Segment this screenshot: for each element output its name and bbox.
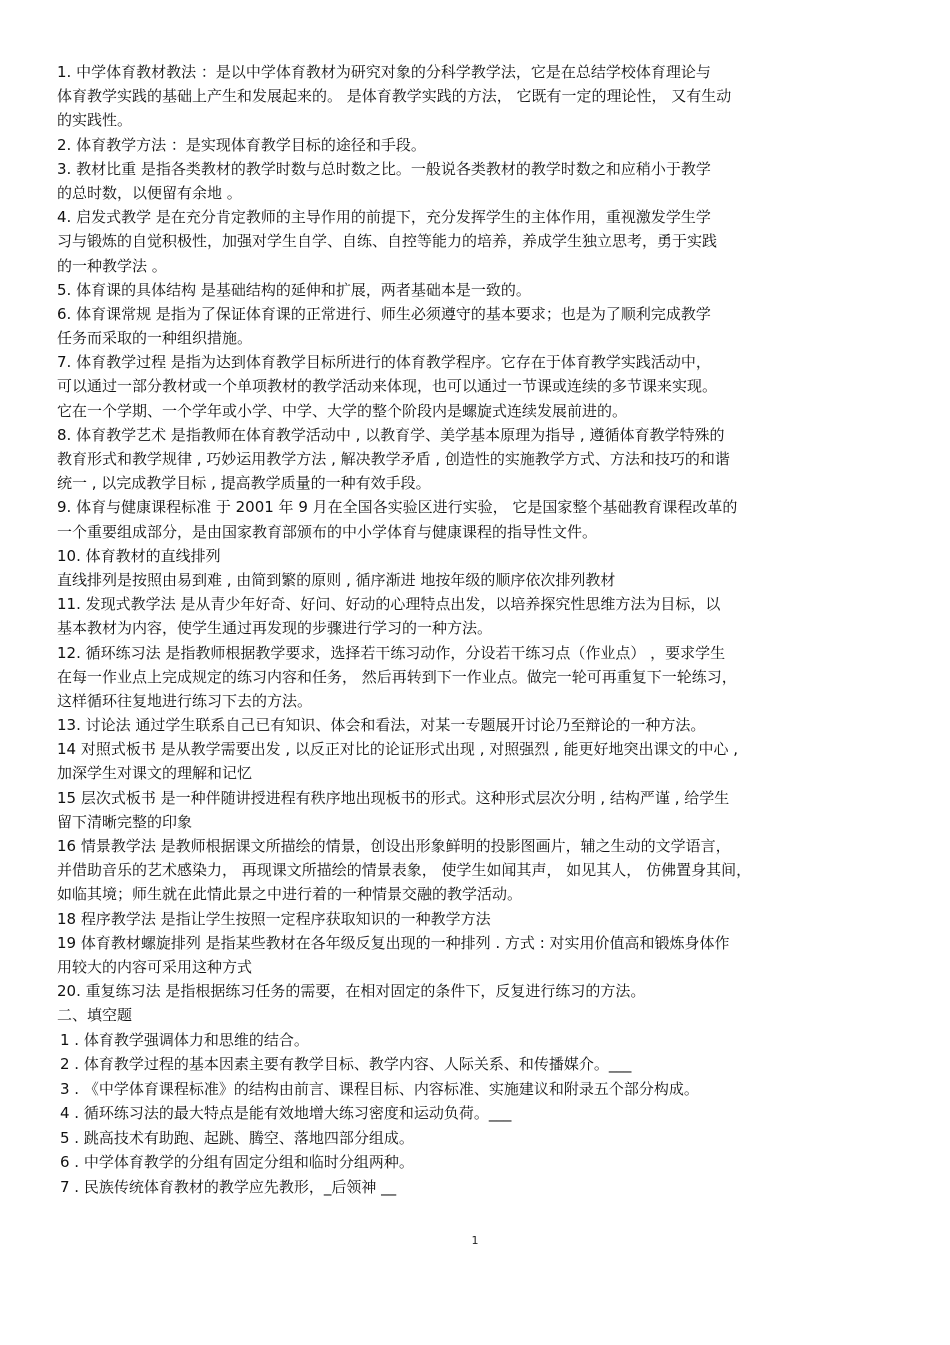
definition-item: [57, 931, 890, 979]
definition-item: [57, 641, 890, 714]
text-line: 它在一个学期、一个学年或小学、中学、大学的整个阶段内是螺旋式连续发展前进的。: [57, 401, 628, 420]
text-line: 任务而采取的一种组织措施。: [57, 329, 253, 348]
text-line: 这样循环往复地进行练习下去的方法。: [57, 691, 313, 710]
text-line: 3. 教材比重 是指各类教材的教学时数与总时数之比。一般说各类教材的教学时数之和应稍小于教学: [57, 159, 711, 178]
fill-blank-list: [60, 1028, 890, 1200]
definition-item: [57, 60, 890, 133]
text-line: 6. 体育课常规 是指为了保证体育课的正常进行、师生必须遵守的基本要求；也是为了顺利完成教学: [57, 304, 711, 323]
text-line: 2. 体育教学方法 ：是实现体育教学目标的途径和手段。: [57, 135, 426, 154]
page-number: 1: [471, 1234, 479, 1247]
fill-blank-item: 2 . 体育教学过程的基本因素主要有教学目标、教学内容、人际关系、和传播媒介。___: [60, 1055, 632, 1073]
text-line: 教育形式和教学规律 , 巧妙运用教学方法 , 解决教学矛盾 , 创造性的实施教学方式、方法和技巧的和谐: [57, 450, 730, 468]
definition-item: [57, 423, 890, 496]
text-line: 11. 发现式教学法 是从青少年好奇、好问、好动的心理特点出发，以培养探究性思维方法为目标，以: [57, 595, 721, 614]
definition-item: [57, 350, 890, 423]
text-line: 的一种教学法 。: [57, 256, 167, 275]
fill-blank-item: 3 . 《中学体育课程标准》的结构由前言、课程目标、内容标准、实施建议和附录五个部分构成。: [60, 1079, 699, 1098]
text-line: 13. 讨论法 通过学生联系自己已有知识、体会和看法，对某一专题展开讨论乃至辩论的一种方法。: [57, 716, 706, 735]
fill-blank-item: 1 . 体育教学强调体力和思维的结合。: [60, 1030, 309, 1049]
definition-item: [57, 157, 890, 205]
text-line: 可以通过一部分教材或一个单项教材的教学活动来体现，也可以通过一节课或连续的多节课来实现。: [57, 377, 718, 396]
section-heading: 二、填空题: [57, 1006, 133, 1025]
text-line: 体育教学实践的基础上产生和发展起来的。 是体育教学实践的方法， 它既有一定的理论性， 又有生动: [57, 87, 732, 106]
text-line: 12. 循环练习法 是指教师根据教学要求，选择若干练习动作，分设若干练习点（作业点） ，要求学生: [57, 643, 726, 662]
definition-item: [57, 592, 890, 640]
definition-item: [57, 205, 890, 278]
text-line: 的总时数，以便留有余地 。: [57, 183, 242, 202]
text-line: 加深学生对课文的理解和记忆: [57, 764, 253, 783]
text-line: 留下清晰完整的印象: [57, 812, 193, 831]
text-line: 的实践性。: [57, 111, 133, 130]
definition-item: [57, 495, 890, 543]
definition-item: [57, 834, 890, 907]
fill-blank-item: 4 . 循环练习法的最大特点是能有效地增大练习密度和运动负荷。___: [60, 1104, 512, 1122]
definition-item: [57, 302, 890, 350]
text-line: 16 情景教学法 是教师根据课文所描绘的情景，创设出形象鲜明的投影图画片，辅之生动的文学语言，: [57, 837, 731, 855]
definition-item: [57, 737, 890, 785]
text-line: 15 层次式板书 是一种伴随讲授进程有秩序地出现板书的形式。这种形式层次分明 , 结构严谨 , 给学生: [57, 788, 730, 807]
text-line: 19 体育教材螺旋排列 是指某些教材在各年级反复出现的一种排列 . 方式 : 对实用价值高和锻炼身体作: [57, 933, 730, 952]
text-line: 用较大的内容可采用这种方式: [57, 957, 253, 976]
fill-blank-item: 7 . 民族传统体育教材的教学应先教形，_后领神 __: [60, 1177, 397, 1196]
text-line: 7. 体育教学过程 是指为达到体育教学目标所进行的体育教学程序。它存在于体育教学实践活动中，: [57, 353, 711, 372]
text-line: 统一 , 以完成教学目标 , 提高教学质量的一种有效手段。: [57, 474, 431, 493]
text-line: 8. 体育教学艺术 是指教师在体育教学活动中 , 以教育学、美学基本原理为指导 , 遵循体育教学特殊的: [57, 425, 725, 444]
text-line: 14 对照式板书 是从教学需要出发 , 以反正对比的论证形式出现 , 对照强烈 , 能更好地突出课文的中心 ,: [57, 740, 739, 759]
text-line: 9. 体育与健康课程标准 于 2001 年 9 月在全国各实验区进行实验， 它是国家整个基础教育课程改革的: [57, 498, 738, 517]
text-line: 5. 体育课的具体结构 是基础结构的延伸和扩展，两者基础本是一致的。: [57, 280, 531, 299]
text-line: 直线排列是按照由易到难 , 由简到繁的原则 , 循序渐进 地按年级的顺序依次排列教材: [57, 570, 616, 589]
definition-item: [57, 544, 890, 592]
text-line: 一个重要组成部分，是由国家教育部颁布的中小学体育与健康课程的指导性文件。: [57, 522, 598, 541]
text-line: 如临其境；师生就在此情此景之中进行着的一种情景交融的教学活动。: [57, 885, 523, 904]
fill-blank-item: 6 . 中学体育教学的分组有固定分组和临时分组两种。: [60, 1153, 414, 1171]
definition-item: [57, 979, 890, 1003]
text-line: 1. 中学体育教材教法 ：是以中学体育教材为研究对象的分科学教学法，它是在总结学校体育理论与: [57, 63, 711, 81]
text-line: 10. 体育教材的直线排列: [57, 546, 221, 565]
definition-item: [57, 786, 890, 834]
definition-item: [57, 713, 890, 737]
text-line: 习与锻炼的自觉积极性，加强对学生自学、自练、自控等能力的培养，养成学生独立思考，勇于实践: [57, 232, 718, 251]
definition-item: [57, 133, 890, 157]
text-line: 在每一作业点上完成规定的练习内容和任务， 然后再转到下一作业点。做完一轮可再重复下一轮练习，: [57, 667, 737, 686]
definitions-list: [57, 60, 890, 1003]
text-line: 基本教材为内容，使学生通过再发现的步骤进行学习的一种方法。: [57, 619, 493, 638]
definition-item: [57, 278, 890, 302]
text-line: 并借助音乐的艺术感染力， 再现课文所描绘的情景表象， 使学生如闻其声， 如见其人， 仿佛置身其间，: [57, 861, 752, 880]
fill-blank-item: 5 . 跳高技术有助跑、起跳、腾空、落地四部分组成。: [60, 1128, 414, 1147]
text-line: 4. 启发式教学 是在充分肯定教师的主导作用的前提下，充分发挥学生的主体作用，重视激发学生学: [57, 208, 711, 227]
definition-item: [57, 907, 890, 931]
text-line: 18 程序教学法 是指让学生按照一定程序获取知识的一种教学方法: [57, 909, 491, 928]
text-line: 20. 重复练习法 是指根据练习任务的需要，在相对固定的条件下，反复进行练习的方法。: [57, 982, 646, 1001]
